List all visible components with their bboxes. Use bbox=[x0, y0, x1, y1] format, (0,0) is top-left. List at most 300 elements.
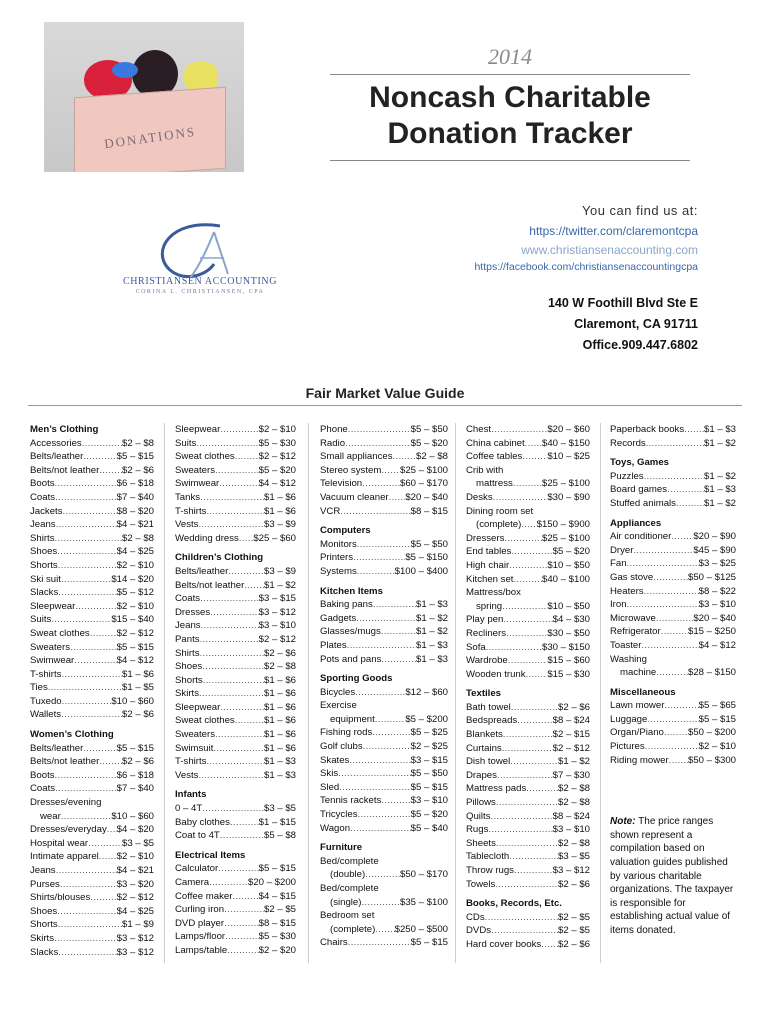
item-name: Shirts bbox=[175, 647, 200, 659]
item-value: $5 – $8 bbox=[263, 830, 296, 842]
item-name-line: Exercise bbox=[320, 700, 357, 712]
item-value: $5 – $30 bbox=[258, 931, 296, 943]
value-row bbox=[320, 491, 448, 505]
item-name: Small appliances bbox=[320, 451, 393, 463]
item-value: $20 – $90 bbox=[693, 531, 736, 543]
item-value: $5 – $50 bbox=[410, 768, 448, 780]
value-row bbox=[320, 808, 448, 822]
item-value: $5 – $15 bbox=[116, 742, 154, 754]
leader-dots bbox=[496, 796, 558, 810]
page-title bbox=[300, 80, 720, 152]
item-value: $30 – $50 bbox=[547, 627, 590, 639]
item-name: Sweaters bbox=[175, 464, 215, 476]
item-value: $3 – $20 bbox=[116, 878, 154, 890]
leader-dots bbox=[74, 654, 116, 668]
item-name: Tuxedo bbox=[30, 695, 62, 707]
item-value: $1 – $6 bbox=[263, 701, 296, 713]
item-value: $3 – $15 bbox=[258, 593, 296, 605]
item-value: $1 – $6 bbox=[121, 668, 154, 680]
value-row bbox=[466, 423, 590, 437]
value-row bbox=[466, 627, 590, 641]
item-value: $1 – $2 bbox=[703, 470, 736, 482]
leader-dots bbox=[633, 544, 693, 558]
item-value: $3 – $10 bbox=[698, 599, 736, 611]
value-row bbox=[175, 917, 296, 931]
item-value: $2 – $10 bbox=[116, 600, 154, 612]
item-name: Vests bbox=[175, 519, 199, 531]
item-name: spring bbox=[476, 600, 503, 612]
leader-dots bbox=[661, 625, 688, 639]
value-row bbox=[466, 600, 590, 614]
item-value: $4 – $25 bbox=[116, 905, 154, 917]
leader-dots bbox=[647, 713, 698, 727]
value-row bbox=[466, 755, 590, 769]
value-row bbox=[466, 545, 590, 559]
leader-dots bbox=[62, 695, 112, 709]
value-row bbox=[610, 713, 736, 727]
item-value: $1 – $6 bbox=[263, 729, 296, 741]
leader-dots bbox=[509, 559, 547, 573]
leader-dots bbox=[61, 668, 122, 682]
leader-dots bbox=[393, 450, 416, 464]
value-row bbox=[610, 598, 736, 612]
item-name: Phone bbox=[320, 424, 348, 435]
item-value: $25 – $100 bbox=[541, 532, 590, 544]
leader-dots bbox=[356, 612, 416, 626]
item-value: $3 – $9 bbox=[263, 565, 296, 577]
leader-dots bbox=[219, 477, 258, 491]
item-value: $2 – $10 bbox=[116, 559, 154, 571]
item-value: $20 – $200 bbox=[247, 877, 296, 888]
item-name: Monitors bbox=[320, 538, 357, 550]
value-row bbox=[320, 598, 448, 612]
value-row bbox=[175, 829, 296, 843]
leader-dots bbox=[627, 557, 699, 571]
item-name: Pots and pans bbox=[320, 653, 382, 665]
value-row bbox=[320, 726, 448, 740]
leader-dots bbox=[486, 641, 542, 655]
leader-dots bbox=[491, 423, 547, 437]
leader-dots bbox=[220, 829, 264, 843]
leader-dots bbox=[55, 477, 117, 491]
leader-dots bbox=[495, 878, 558, 892]
item-value: $2 – $8 bbox=[415, 451, 448, 463]
note-text: The price ranges shown represent a compilation based on valuation guides published by various charitable organizations. The taxpayer is responsible for establishing actual value of items donated. bbox=[610, 816, 734, 936]
item-name: Blankets bbox=[466, 729, 503, 741]
item-name: Sleepwear bbox=[175, 701, 221, 713]
find-us-label: You can find us at: bbox=[582, 203, 698, 218]
item-value: $1 – $2 bbox=[415, 612, 448, 624]
value-row bbox=[466, 477, 590, 491]
item-name: Calculator bbox=[175, 863, 219, 875]
item-value: $45 – $90 bbox=[693, 544, 736, 556]
logo-name: CHRISTIANSEN ACCOUNTING bbox=[122, 276, 278, 287]
item-value: $3 – $9 bbox=[263, 519, 296, 531]
value-row bbox=[466, 518, 590, 532]
year: 2014 bbox=[488, 44, 532, 69]
item-name: Sweaters bbox=[175, 729, 215, 741]
item-name: CDs bbox=[466, 911, 485, 923]
leader-dots bbox=[55, 491, 117, 505]
address-line-1: 140 W Foothill Blvd Ste E bbox=[547, 296, 698, 310]
title-line-2: Donation Tracker bbox=[387, 117, 633, 150]
leader-dots bbox=[645, 740, 699, 754]
item-value: $10 – $60 bbox=[111, 810, 154, 822]
value-row bbox=[610, 585, 736, 599]
item-name: Tennis rackets bbox=[320, 795, 382, 807]
item-name: Drapes bbox=[466, 769, 497, 781]
item-name: Sweat clothes bbox=[30, 627, 90, 639]
item-value: $5 – $20 bbox=[410, 809, 448, 821]
column-divider bbox=[600, 423, 601, 963]
item-name: Skirts bbox=[175, 688, 199, 700]
item-name: Paperback books bbox=[610, 424, 685, 435]
value-row bbox=[30, 681, 154, 695]
leader-dots bbox=[339, 781, 410, 795]
item-name: Coffee maker bbox=[175, 890, 233, 902]
leader-dots bbox=[56, 864, 117, 878]
value-row bbox=[466, 532, 590, 546]
item-name: Plates bbox=[320, 639, 347, 651]
leader-dots bbox=[644, 470, 704, 484]
item-name-line: Mattress/box bbox=[466, 587, 521, 599]
item-value: $5 – $15 bbox=[410, 781, 448, 793]
item-name: (complete) bbox=[476, 519, 522, 531]
item-name: Board games bbox=[610, 484, 668, 496]
item-name: Slacks bbox=[30, 587, 59, 599]
category-heading: Computers bbox=[320, 525, 371, 537]
item-value: $5 – $20 bbox=[258, 464, 296, 476]
item-value: $10 – $25 bbox=[547, 451, 590, 463]
leader-dots bbox=[338, 767, 411, 781]
value-row bbox=[466, 924, 590, 938]
item-value: $1 – $6 bbox=[263, 742, 296, 754]
office-phone: Office.909.447.6802 bbox=[582, 338, 698, 352]
item-value: $2 – $6 bbox=[557, 701, 590, 713]
item-value: $1 – $3 bbox=[263, 769, 296, 781]
leader-dots bbox=[357, 565, 395, 579]
leader-dots bbox=[653, 571, 688, 585]
value-row bbox=[175, 674, 296, 688]
item-name: Coats bbox=[30, 783, 56, 795]
leader-dots bbox=[218, 862, 258, 876]
leader-dots bbox=[213, 742, 264, 756]
item-value: $1 – $3 bbox=[703, 484, 736, 496]
value-row bbox=[175, 930, 296, 944]
leader-dots bbox=[510, 755, 558, 769]
item-value: $15 – $40 bbox=[111, 614, 154, 626]
value-row bbox=[175, 816, 296, 830]
item-value: $50 – $300 bbox=[687, 754, 736, 766]
item-name: wear bbox=[40, 810, 61, 822]
leader-dots bbox=[365, 868, 400, 882]
donations-box-photo bbox=[44, 22, 244, 172]
leader-dots bbox=[491, 924, 558, 938]
item-value: $1 – $3 bbox=[703, 424, 736, 435]
item-value: $5 – $50 bbox=[410, 538, 448, 550]
leader-dots bbox=[63, 505, 117, 519]
item-name: Hard cover books bbox=[466, 938, 542, 950]
item-name-line: Bedroom set bbox=[320, 910, 375, 922]
value-row bbox=[30, 545, 154, 559]
leader-dots bbox=[225, 930, 259, 944]
item-name: Vacuum cleaner bbox=[320, 491, 389, 503]
value-row bbox=[320, 538, 448, 552]
leader-dots bbox=[381, 464, 400, 478]
leader-dots bbox=[83, 450, 116, 464]
value-row bbox=[466, 559, 590, 573]
leader-dots bbox=[503, 613, 552, 627]
item-name: DVD player bbox=[175, 917, 225, 929]
leader-dots bbox=[202, 802, 264, 816]
title-rule-bottom bbox=[330, 160, 690, 161]
leader-dots bbox=[381, 653, 416, 667]
item-name: Sweaters bbox=[30, 641, 70, 653]
value-row bbox=[30, 891, 154, 905]
leader-dots bbox=[200, 592, 259, 606]
leader-dots bbox=[485, 911, 558, 925]
value-row bbox=[466, 654, 590, 668]
item-name: Jeans bbox=[30, 519, 56, 531]
value-row bbox=[30, 437, 154, 451]
item-value: $1 – $15 bbox=[258, 816, 296, 828]
leader-dots bbox=[350, 822, 411, 836]
leader-dots bbox=[656, 666, 688, 680]
leader-dots bbox=[526, 668, 548, 682]
item-value: $5 – $30 bbox=[258, 437, 296, 449]
item-value: $40 – $150 bbox=[541, 437, 590, 449]
value-row bbox=[320, 868, 448, 882]
item-value: $7 – $40 bbox=[116, 491, 154, 503]
item-value: $30 – $90 bbox=[547, 491, 590, 503]
value-row bbox=[610, 557, 736, 571]
value-row bbox=[30, 864, 154, 878]
value-row bbox=[466, 769, 590, 783]
item-name: Refrigerator bbox=[610, 626, 661, 638]
item-name: Sheets bbox=[466, 837, 496, 849]
item-name: Dryer bbox=[610, 544, 634, 556]
item-value: $3 – $5 bbox=[557, 851, 590, 863]
leader-dots bbox=[667, 483, 704, 497]
value-row bbox=[610, 530, 736, 544]
item-value: $3 – $25 bbox=[698, 558, 736, 570]
item-value: $2 – $12 bbox=[116, 892, 154, 904]
item-name: Hospital wear bbox=[30, 837, 89, 849]
value-row bbox=[175, 903, 296, 917]
item-name: Lawn mower bbox=[610, 700, 665, 712]
item-name: Curtains bbox=[466, 742, 502, 754]
value-row bbox=[30, 837, 154, 851]
item-name: Swimwear bbox=[30, 655, 75, 667]
item-value: $5 – $40 bbox=[410, 822, 448, 834]
leader-dots bbox=[511, 701, 558, 715]
item-name: (single) bbox=[330, 896, 362, 908]
value-row bbox=[320, 505, 448, 519]
item-name: T-shirts bbox=[175, 756, 207, 768]
item-value: $1 – $6 bbox=[263, 688, 296, 700]
leader-dots bbox=[664, 699, 698, 713]
value-row bbox=[610, 666, 736, 680]
leader-dots bbox=[646, 437, 704, 451]
value-row bbox=[466, 491, 590, 505]
facebook-link[interactable]: https://facebook.com/christiansenaccountingcpa bbox=[474, 261, 698, 273]
leader-dots bbox=[61, 573, 111, 587]
leader-dots bbox=[230, 816, 259, 830]
item-name: Rugs bbox=[466, 824, 489, 836]
item-value: $30 – $150 bbox=[541, 641, 590, 653]
leader-dots bbox=[664, 726, 688, 740]
value-row bbox=[466, 728, 590, 742]
item-name: Vests bbox=[175, 769, 199, 781]
value-row bbox=[175, 437, 296, 451]
twitter-link[interactable]: https://twitter.com/claremontcpa bbox=[529, 224, 698, 238]
item-value: $2 – $25 bbox=[410, 741, 448, 753]
leader-dots bbox=[199, 687, 264, 701]
item-value: $8 – $22 bbox=[698, 585, 736, 597]
value-row bbox=[30, 708, 154, 722]
item-value: $2 – $10 bbox=[698, 741, 736, 753]
value-row bbox=[320, 464, 448, 478]
item-value: $2 – $6 bbox=[557, 938, 590, 950]
value-row bbox=[175, 532, 296, 546]
leader-dots bbox=[372, 726, 410, 740]
value-row bbox=[30, 742, 154, 756]
value-row bbox=[320, 625, 448, 639]
item-value: $8 – $24 bbox=[552, 810, 590, 822]
item-value: $5 – $15 bbox=[116, 641, 154, 653]
item-name: equipment bbox=[330, 713, 375, 725]
item-name: Records bbox=[610, 437, 646, 449]
price-note bbox=[610, 815, 736, 937]
item-value: $20 – $40 bbox=[693, 612, 736, 624]
item-value: $2 – $8 bbox=[557, 797, 590, 809]
value-row bbox=[175, 802, 296, 816]
item-name: Swimwear bbox=[175, 478, 220, 490]
value-row bbox=[466, 823, 590, 837]
leader-dots bbox=[641, 639, 698, 653]
item-value: $20 – $60 bbox=[547, 424, 590, 435]
item-value: $3 – $12 bbox=[116, 932, 154, 944]
item-value: $14 – $20 bbox=[111, 573, 154, 585]
leader-dots bbox=[61, 810, 112, 824]
value-row bbox=[175, 464, 296, 478]
value-row bbox=[30, 586, 154, 600]
item-value: $25 – $100 bbox=[541, 478, 590, 490]
value-row bbox=[320, 822, 448, 836]
leader-dots bbox=[381, 794, 410, 808]
item-name: Belts/leather bbox=[175, 565, 229, 577]
item-value: $6 – $18 bbox=[116, 478, 154, 490]
item-name: Systems bbox=[320, 565, 357, 577]
item-value: $2 – $8 bbox=[557, 783, 590, 795]
item-value: $2 – $15 bbox=[552, 729, 590, 741]
item-value: $60 – $170 bbox=[399, 478, 448, 490]
value-row bbox=[610, 497, 736, 511]
item-name: Belts/not leather bbox=[175, 579, 245, 591]
value-row bbox=[175, 477, 296, 491]
item-value: $2 – $12 bbox=[258, 633, 296, 645]
leader-dots bbox=[54, 932, 117, 946]
value-row bbox=[175, 518, 296, 532]
item-name: Pants bbox=[175, 633, 200, 645]
item-name: End tables bbox=[466, 546, 512, 558]
item-name: Shorts bbox=[175, 674, 203, 686]
item-name: Fishing rods bbox=[320, 727, 373, 739]
item-name: Baking pans bbox=[320, 599, 373, 611]
title-line-1: Noncash Charitable bbox=[369, 81, 651, 114]
value-row bbox=[30, 464, 154, 478]
item-value: $4 – $20 bbox=[116, 824, 154, 836]
value-row bbox=[320, 781, 448, 795]
value-row bbox=[175, 505, 296, 519]
item-value: $2 – $12 bbox=[552, 742, 590, 754]
item-value: $3 – $10 bbox=[410, 795, 448, 807]
item-name: Accessories bbox=[30, 437, 82, 449]
item-name: Chest bbox=[466, 424, 492, 435]
website-link[interactable]: www.christiansenaccounting.com bbox=[521, 243, 698, 257]
value-row bbox=[30, 810, 154, 824]
leader-dots bbox=[58, 559, 117, 573]
item-name: Intimate apparel bbox=[30, 851, 99, 863]
item-value: $4 – $15 bbox=[258, 890, 296, 902]
value-row bbox=[30, 532, 154, 546]
leader-dots bbox=[389, 491, 406, 505]
leader-dots bbox=[508, 654, 548, 668]
leader-dots bbox=[502, 600, 547, 614]
item-value: $1 – $2 bbox=[703, 497, 736, 509]
item-value: $50 – $125 bbox=[687, 571, 736, 583]
value-row bbox=[175, 565, 296, 579]
item-name: China cabinet bbox=[466, 437, 525, 449]
value-column-3 bbox=[320, 423, 448, 950]
christiansen-logo-icon bbox=[110, 212, 290, 312]
item-name: 0 – 4T bbox=[175, 803, 203, 815]
leader-dots bbox=[345, 437, 411, 451]
item-value: $2 – $6 bbox=[557, 878, 590, 890]
value-row bbox=[175, 944, 296, 958]
item-value: $10 – $60 bbox=[111, 695, 154, 707]
item-name: Shoes bbox=[30, 905, 58, 917]
value-row bbox=[466, 878, 590, 892]
value-row bbox=[466, 837, 590, 851]
value-row bbox=[175, 890, 296, 904]
category-heading: Infants bbox=[175, 789, 207, 801]
value-row bbox=[466, 668, 590, 682]
value-row bbox=[466, 782, 590, 796]
value-row bbox=[175, 769, 296, 783]
item-value: $1 – $2 bbox=[557, 756, 590, 768]
value-row bbox=[466, 864, 590, 878]
item-name: Dresses/everyday bbox=[30, 824, 107, 836]
value-row bbox=[320, 612, 448, 626]
item-name: Golf clubs bbox=[320, 741, 363, 753]
item-name: Television bbox=[320, 478, 363, 490]
category-heading: Books, Records, Etc. bbox=[466, 898, 562, 910]
item-name: Shirts/blouses bbox=[30, 892, 91, 904]
value-row bbox=[320, 936, 448, 950]
value-row bbox=[30, 518, 154, 532]
leader-dots bbox=[228, 565, 264, 579]
item-name: Bicycles bbox=[320, 686, 356, 698]
item-name: VCR bbox=[320, 505, 341, 517]
category-heading: Sporting Goods bbox=[320, 673, 393, 685]
item-value: $1 – $9 bbox=[121, 919, 154, 931]
value-row bbox=[175, 876, 296, 890]
column-divider bbox=[164, 423, 165, 963]
item-value: $2 – $5 bbox=[263, 904, 296, 916]
leader-dots bbox=[48, 681, 122, 695]
item-value: $2 – $6 bbox=[121, 709, 154, 721]
